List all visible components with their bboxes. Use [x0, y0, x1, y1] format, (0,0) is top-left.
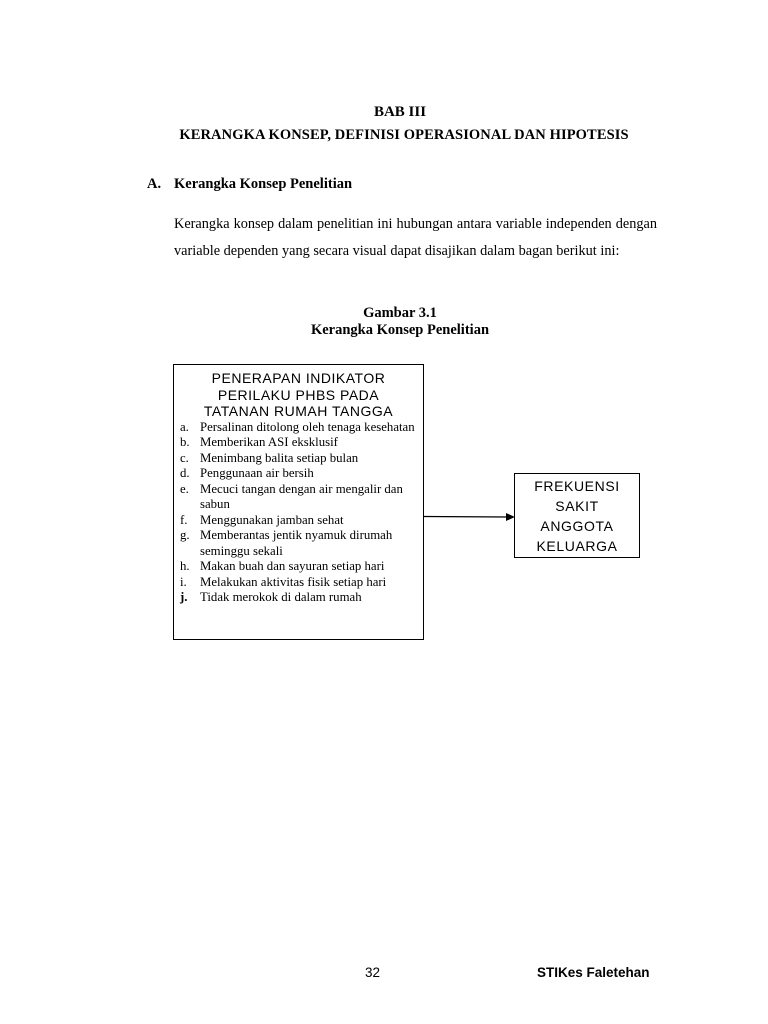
box-line: SAKIT [555, 498, 599, 514]
list-text: Melakukan aktivitas fisik setiap hari [200, 574, 387, 589]
list-item [180, 482, 423, 513]
page-number: 32 [365, 965, 381, 980]
figure-number: Gambar 3.1 [363, 305, 437, 321]
box-line: KELUARGA [536, 538, 618, 554]
list-item [180, 451, 423, 467]
list-marker: i. [180, 574, 187, 589]
heading-line: PENERAPAN INDIKATOR [211, 370, 386, 386]
section-number: A. [147, 176, 162, 192]
section-heading [147, 176, 352, 193]
list-item [180, 466, 423, 482]
list-text: Memberantas jentik nyamuk dirumah seminggu sekali [200, 528, 393, 558]
list-item [180, 559, 423, 575]
body-paragraph: Kerangka konsep dalam penelitian ini hubungan antara variable independen dengan variable dependen yang secara visual dapat disajikan dalam bagan berikut ini: [174, 216, 657, 259]
list-marker: f. [180, 512, 188, 527]
figure-caption: Kerangka Konsep Penelitian [310, 322, 490, 338]
list-item [180, 420, 423, 436]
list-text: Makan buah dan sayuran setiap hari [200, 559, 385, 573]
section-title: Kerangka Konsep Penelitian [174, 176, 353, 192]
independent-variable-heading [174, 370, 423, 420]
arrow-icon [424, 508, 516, 524]
list-item [180, 590, 423, 606]
heading-line: TATANAN RUMAH TANGGA [203, 403, 394, 419]
institution-name: STIKes Faletehan [537, 965, 650, 980]
list-marker: g. [180, 528, 190, 542]
list-marker: c. [180, 450, 189, 465]
chapter-subtitle: KERANGKA KONSEP, DEFINISI OPERASIONAL DAN HIPOTESIS [179, 127, 629, 143]
chapter-title: BAB III [373, 104, 427, 120]
box-line: FREKUENSI [534, 478, 620, 494]
indicator-list [174, 420, 423, 606]
list-marker: a. [180, 419, 189, 434]
list-text: Memberikan ASI eksklusif [200, 435, 338, 449]
list-text: Penggunaan air bersih [200, 466, 314, 480]
list-item [180, 435, 423, 451]
list-text: Mecuci tangan dengan air mengalir dan sabun [200, 481, 403, 511]
list-marker: b. [180, 435, 190, 449]
box-line: ANGGOTA [540, 518, 614, 534]
list-text: Menggunakan jamban sehat [200, 512, 344, 527]
list-item [180, 575, 423, 591]
list-marker: h. [180, 559, 190, 573]
list-marker: e. [180, 481, 189, 496]
list-marker: d. [180, 466, 190, 480]
list-marker: j. [180, 590, 188, 604]
list-item [180, 528, 423, 559]
list-text: Tidak merokok di dalam rumah [200, 590, 362, 604]
dependent-variable-box [514, 473, 640, 558]
heading-line: PERILAKU PHBS PADA [217, 386, 380, 403]
list-item [180, 513, 423, 529]
list-text: Menimbang balita setiap bulan [200, 450, 359, 465]
independent-variable-box [173, 364, 424, 640]
list-text: Persalinan ditolong oleh tenaga kesehatan [200, 419, 415, 434]
